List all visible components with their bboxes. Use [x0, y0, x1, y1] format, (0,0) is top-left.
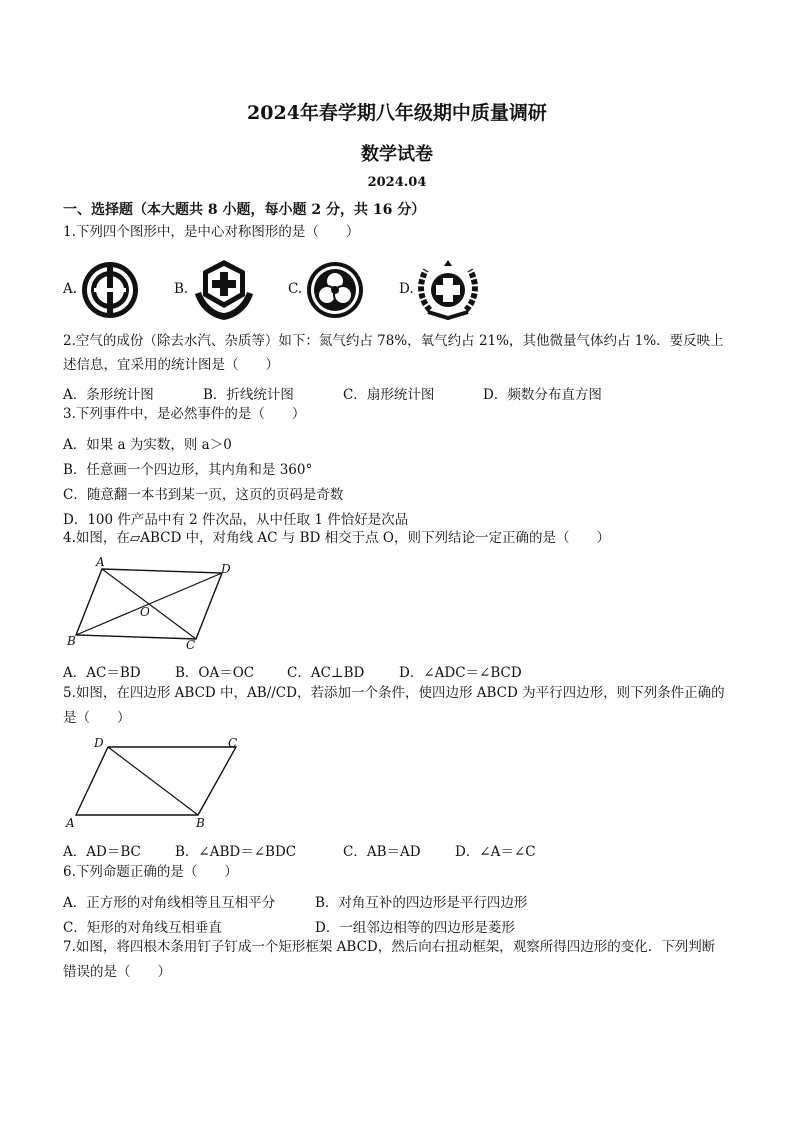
q6-option-a: A．正方形的对角线相等且互相平分: [63, 895, 276, 911]
q1-option-d-label: D.: [399, 281, 414, 297]
concentric-circle-symbol-icon: [80, 260, 140, 320]
q3-option-c: C．随意翻一本书到某一页，这页的页码是奇数: [63, 487, 344, 503]
q3-option-a: A．如果 a 为实数，则 a＞0: [63, 437, 232, 453]
figure-label-c: C: [228, 736, 238, 750]
q6-option-b: B．对角互补的四边形是平行四边形: [315, 895, 528, 911]
figure-label-a: A: [66, 816, 75, 830]
page-subtitle: 数学试卷: [361, 144, 433, 165]
question-3-stem: 3.下列事件中，是必然事件的是（ ）: [63, 406, 306, 422]
exam-date: 2024.04: [367, 175, 427, 190]
question-7-line-1: 7.如图，将四根木条用钉子钉成一个矩形框架 ABCD，然后向右扭动框架，观察所得四边形的变化．下列判断: [63, 939, 716, 955]
q2-option-d: D．频数分布直方图: [483, 387, 602, 403]
q3-option-d: D．100 件产品中有 2 件次品，从中任取 1 件恰好是次品: [63, 512, 409, 528]
question-2-line-1: 2.空气的成份（除去水汽、杂质等）如下：氮气约占 78%，氧气约占 21%，其他微量气体约占 1%．要反映上: [63, 333, 724, 349]
question-4-stem: 4.如图，在▱ABCD 中，对角线 AC 与 BD 相交于点 O，则下列结论一定正确的是（ ）: [63, 530, 610, 546]
q1-option-b-label: B.: [174, 281, 189, 297]
question-5-line-2: 是（ ）: [63, 710, 131, 726]
q5-option-b: B．∠ABD＝∠BDC: [175, 844, 297, 860]
figure-label-o: O: [140, 605, 150, 619]
q5-option-d: D．∠A＝∠C: [455, 844, 536, 860]
q6-option-d: D．一组邻边相等的四边形是菱形: [315, 920, 515, 936]
q2-option-b: B．折线统计图: [203, 387, 294, 403]
trefoil-circle-symbol-icon: [305, 260, 365, 320]
page-title: 2024年春学期八年级期中质量调研: [247, 102, 547, 124]
figure-label-a: A: [96, 555, 105, 569]
trapezoid-diagonal-figure: [60, 733, 250, 833]
section-heading: 一、选择题（本大题共 8 小题，每小题 2 分，共 16 分）: [63, 202, 426, 218]
wreath-cross-symbol-icon: [416, 258, 480, 322]
figure-label-b: B: [196, 816, 205, 830]
q4-option-d: D．∠ADC＝∠BCD: [399, 665, 522, 681]
question-6-stem: 6.下列命题正确的是（ ）: [63, 864, 238, 880]
q4-option-c: C．AC⊥BD: [287, 665, 365, 681]
q3-option-b: B．任意画一个四边形，其内角和是 360°: [63, 462, 313, 478]
question-5-line-1: 5.如图，在四边形 ABCD 中，AB//CD，若添加一个条件，使四边形 ABCD 为平行四边形，则下列条件正确的: [63, 685, 725, 701]
q4-option-b: B．OA＝OC: [175, 665, 255, 681]
question-1-stem: 1.下列四个图形中，是中心对称图形的是（ ）: [63, 224, 360, 240]
q2-option-c: C．扇形统计图: [343, 387, 435, 403]
figure-label-d: D: [221, 562, 231, 576]
figure-label-d: D: [94, 736, 104, 750]
q2-option-a: A．条形统计图: [63, 387, 154, 403]
q5-option-a: A．AD＝BC: [63, 844, 141, 860]
q1-option-c-label: C.: [288, 281, 303, 297]
question-7-line-2: 错误的是（ ）: [63, 964, 171, 980]
cross-with-hands-symbol-icon: [193, 258, 255, 322]
q6-option-c: C．矩形的对角线互相垂直: [63, 920, 222, 936]
parallelogram-diagonals-figure: [60, 555, 240, 655]
q4-option-a: A．AC＝BD: [63, 665, 141, 681]
figure-label-c: C: [186, 638, 196, 652]
question-2-line-2: 述信息，宜采用的统计图是（ ）: [63, 357, 279, 373]
figure-label-b: B: [67, 634, 76, 648]
q1-option-a-label: A.: [63, 281, 78, 297]
q5-option-c: C．AB＝AD: [343, 844, 421, 860]
